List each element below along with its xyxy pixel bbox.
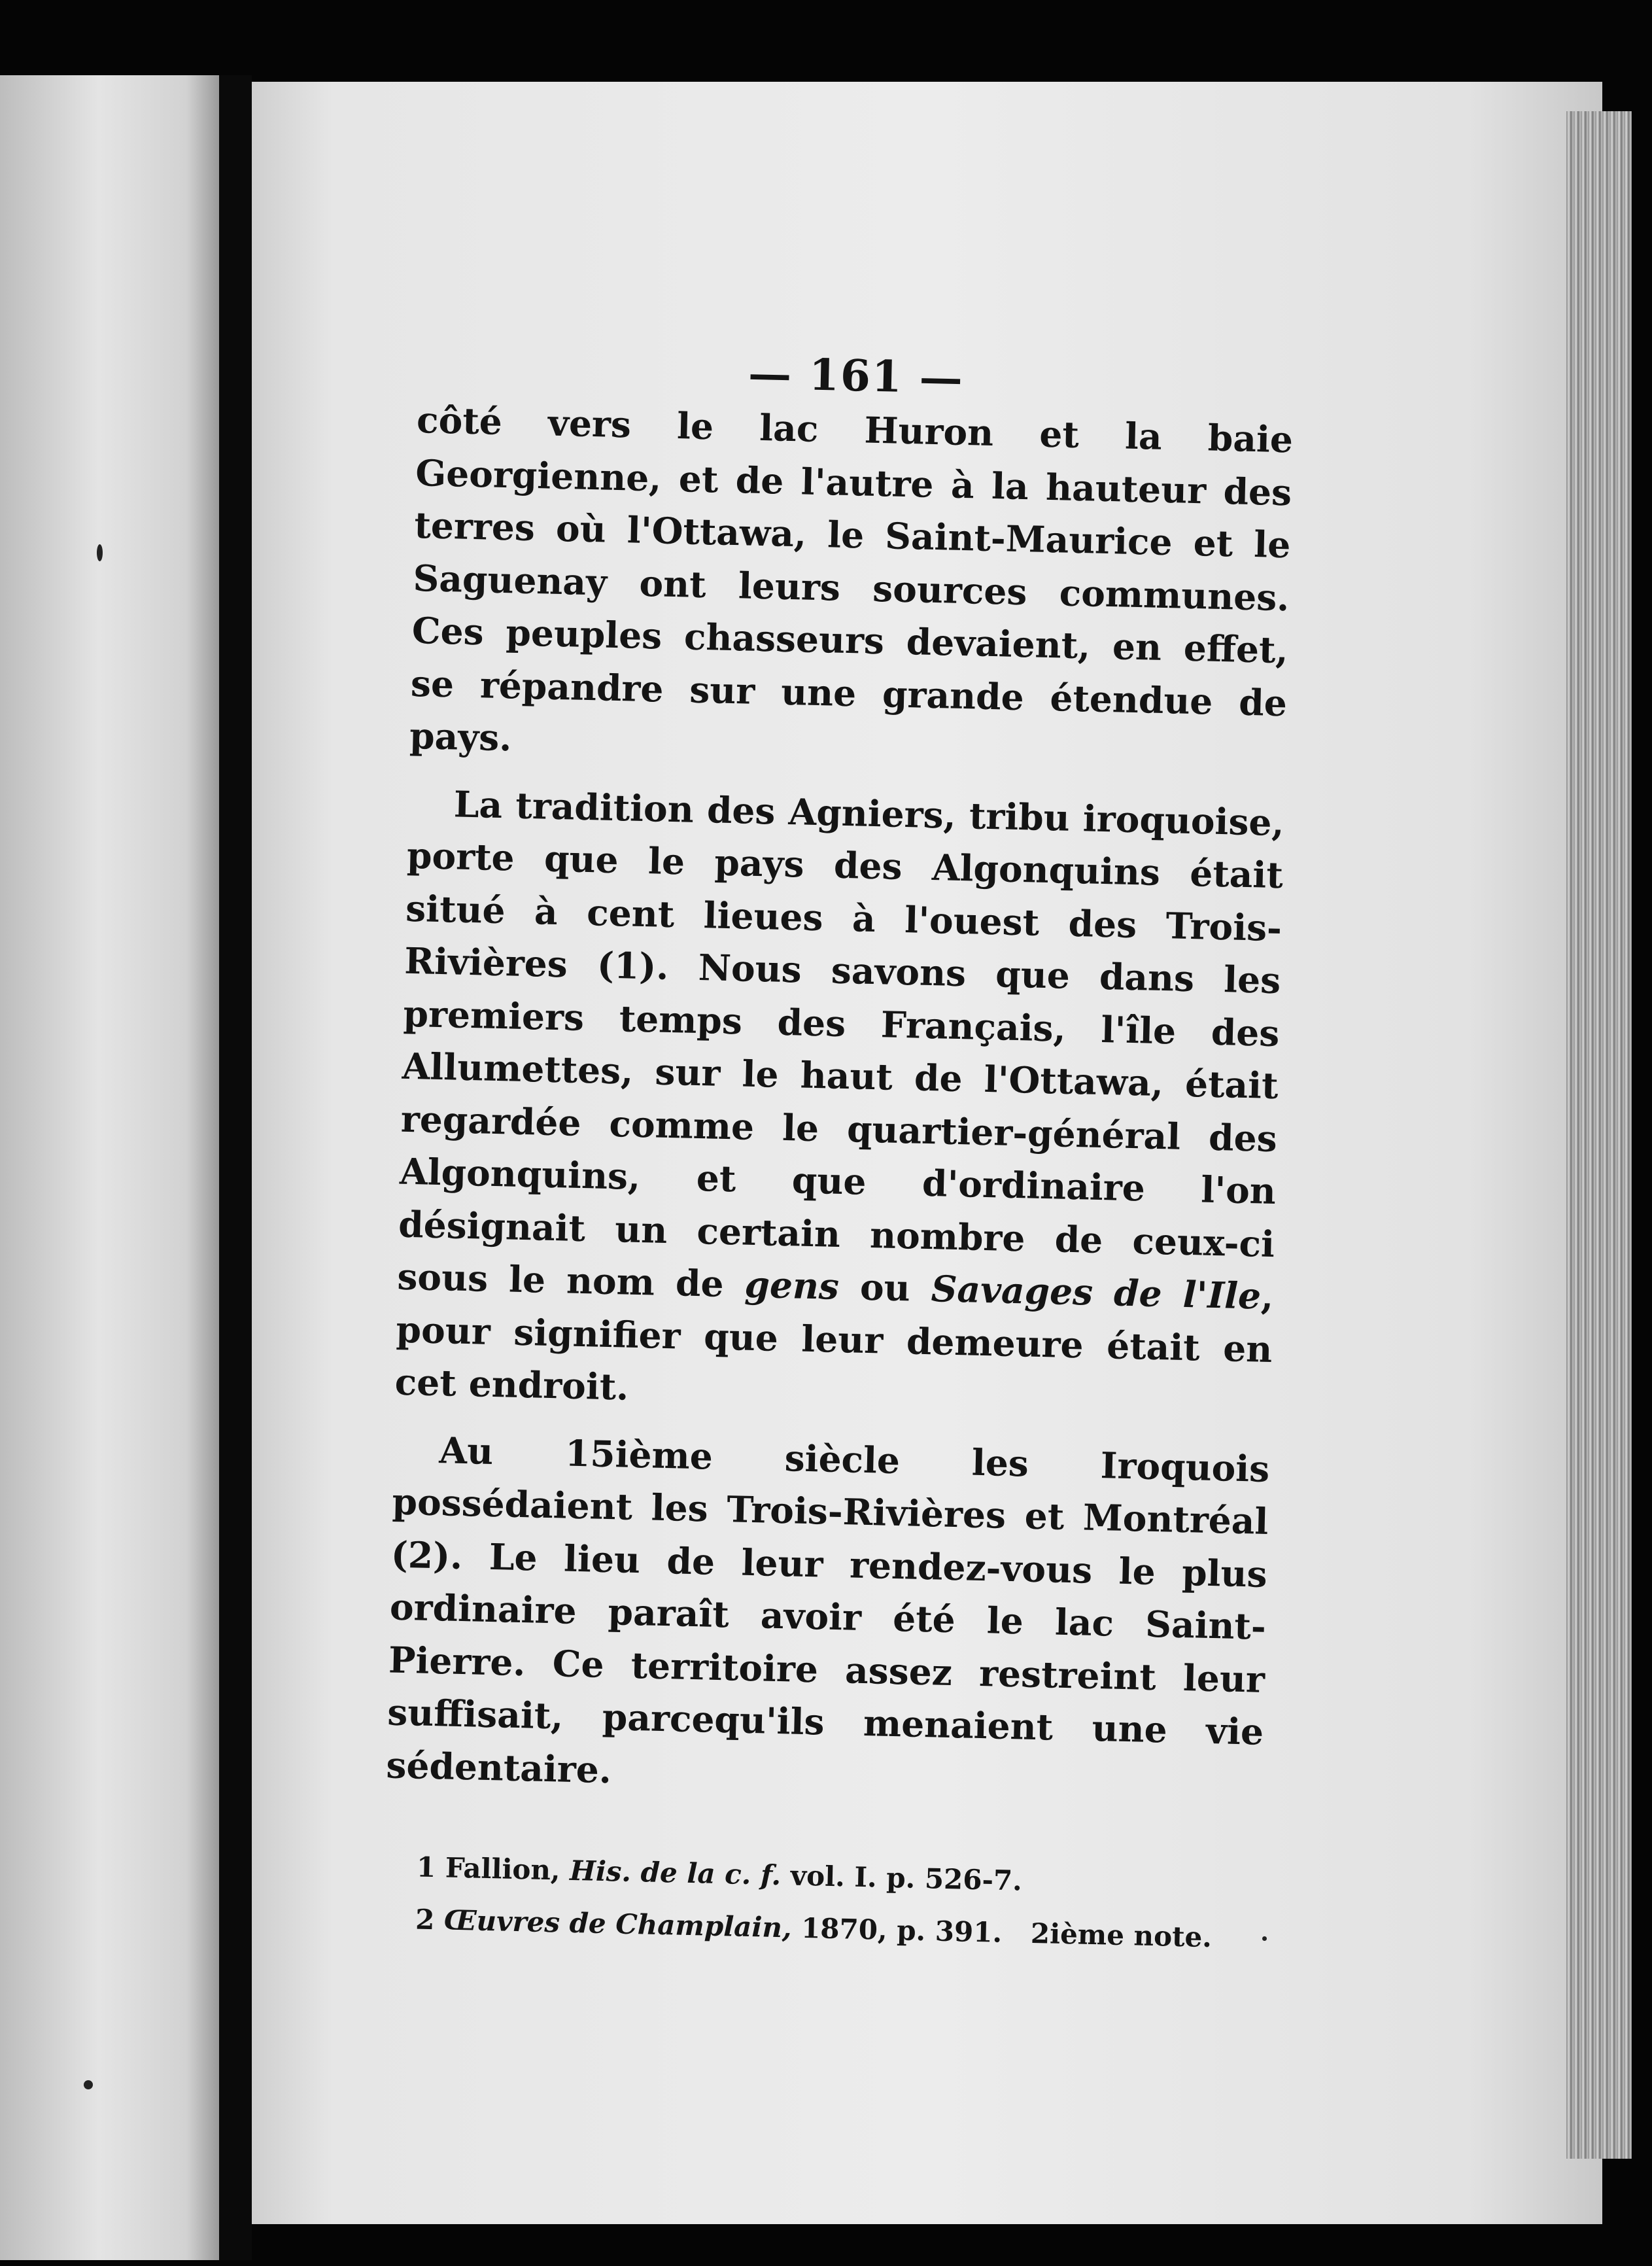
footnote-author: Fallion, <box>445 1851 561 1887</box>
page-number: — 161 — <box>748 347 965 404</box>
paragraph-1: côté vers le lac Huron et la baie Georgienne, et de l'autre à la hauteur des terres où l'Ottawa, le Saint-Maurice et le Saguenay ont leurs sources communes. Ces peuples chasseurs devaient, en effet, se répandre sur une grande étendue de pays. <box>409 398 1294 759</box>
footnote-ref: 1870, p. 391. 2ième note. <box>800 1911 1213 1954</box>
page-text <box>382 340 1294 1965</box>
paragraph-2-italic-gens: gens <box>744 1263 840 1308</box>
footnote-marker: 1 <box>416 1851 436 1884</box>
footnotes <box>382 1840 1260 1964</box>
page-edges <box>1566 111 1632 2159</box>
book-gutter <box>219 75 252 2260</box>
footnote-title: Œuvres de Champlain, <box>443 1904 793 1944</box>
footnote-marker: 2 <box>415 1903 436 1936</box>
left-page <box>0 75 219 2260</box>
paragraph-2-text: , pour signifier que leur demeure était en cet endroit. <box>394 1274 1274 1408</box>
ink-speck <box>1262 1936 1267 1941</box>
paragraph-3: Au 15ième siècle les Iroquois possédaient les Trois-Rivières et Montréal (2). Le lieu de leur rendez-vous le plus ordinaire paraît avoir été le lac Saint-Pierre. Ce territoire assez restreint leur suffisait, parcequ'ils menaient une vie sédentaire. <box>385 1428 1270 1791</box>
footnote-ref: vol. I. p. 526-7. <box>790 1859 1023 1897</box>
paragraph-2-text: ou <box>838 1264 932 1310</box>
footnote-title: His. de la c. f. <box>569 1854 782 1892</box>
paragraph-2 <box>394 776 1285 1428</box>
paragraph-2-text: La tradition des Agniers, tribu iroquoise, porte que le pays des Algonquins était situé à cent lieues à l'ouest des Trois-Rivières (1). Nous savons que dans les premiers temps des Français, l'île des Allumettes, sur le haut de l'Ottawa, était regardée comme le quartier-général des Algonquins, et que d'ordinaire l'on désignait un certain nombre de ceux-ci sous le nom de <box>396 782 1285 1306</box>
paragraph-2-italic-savages: Savages de l'Ile <box>931 1267 1262 1317</box>
ink-speck <box>97 544 103 561</box>
ink-speck <box>84 2080 93 2089</box>
